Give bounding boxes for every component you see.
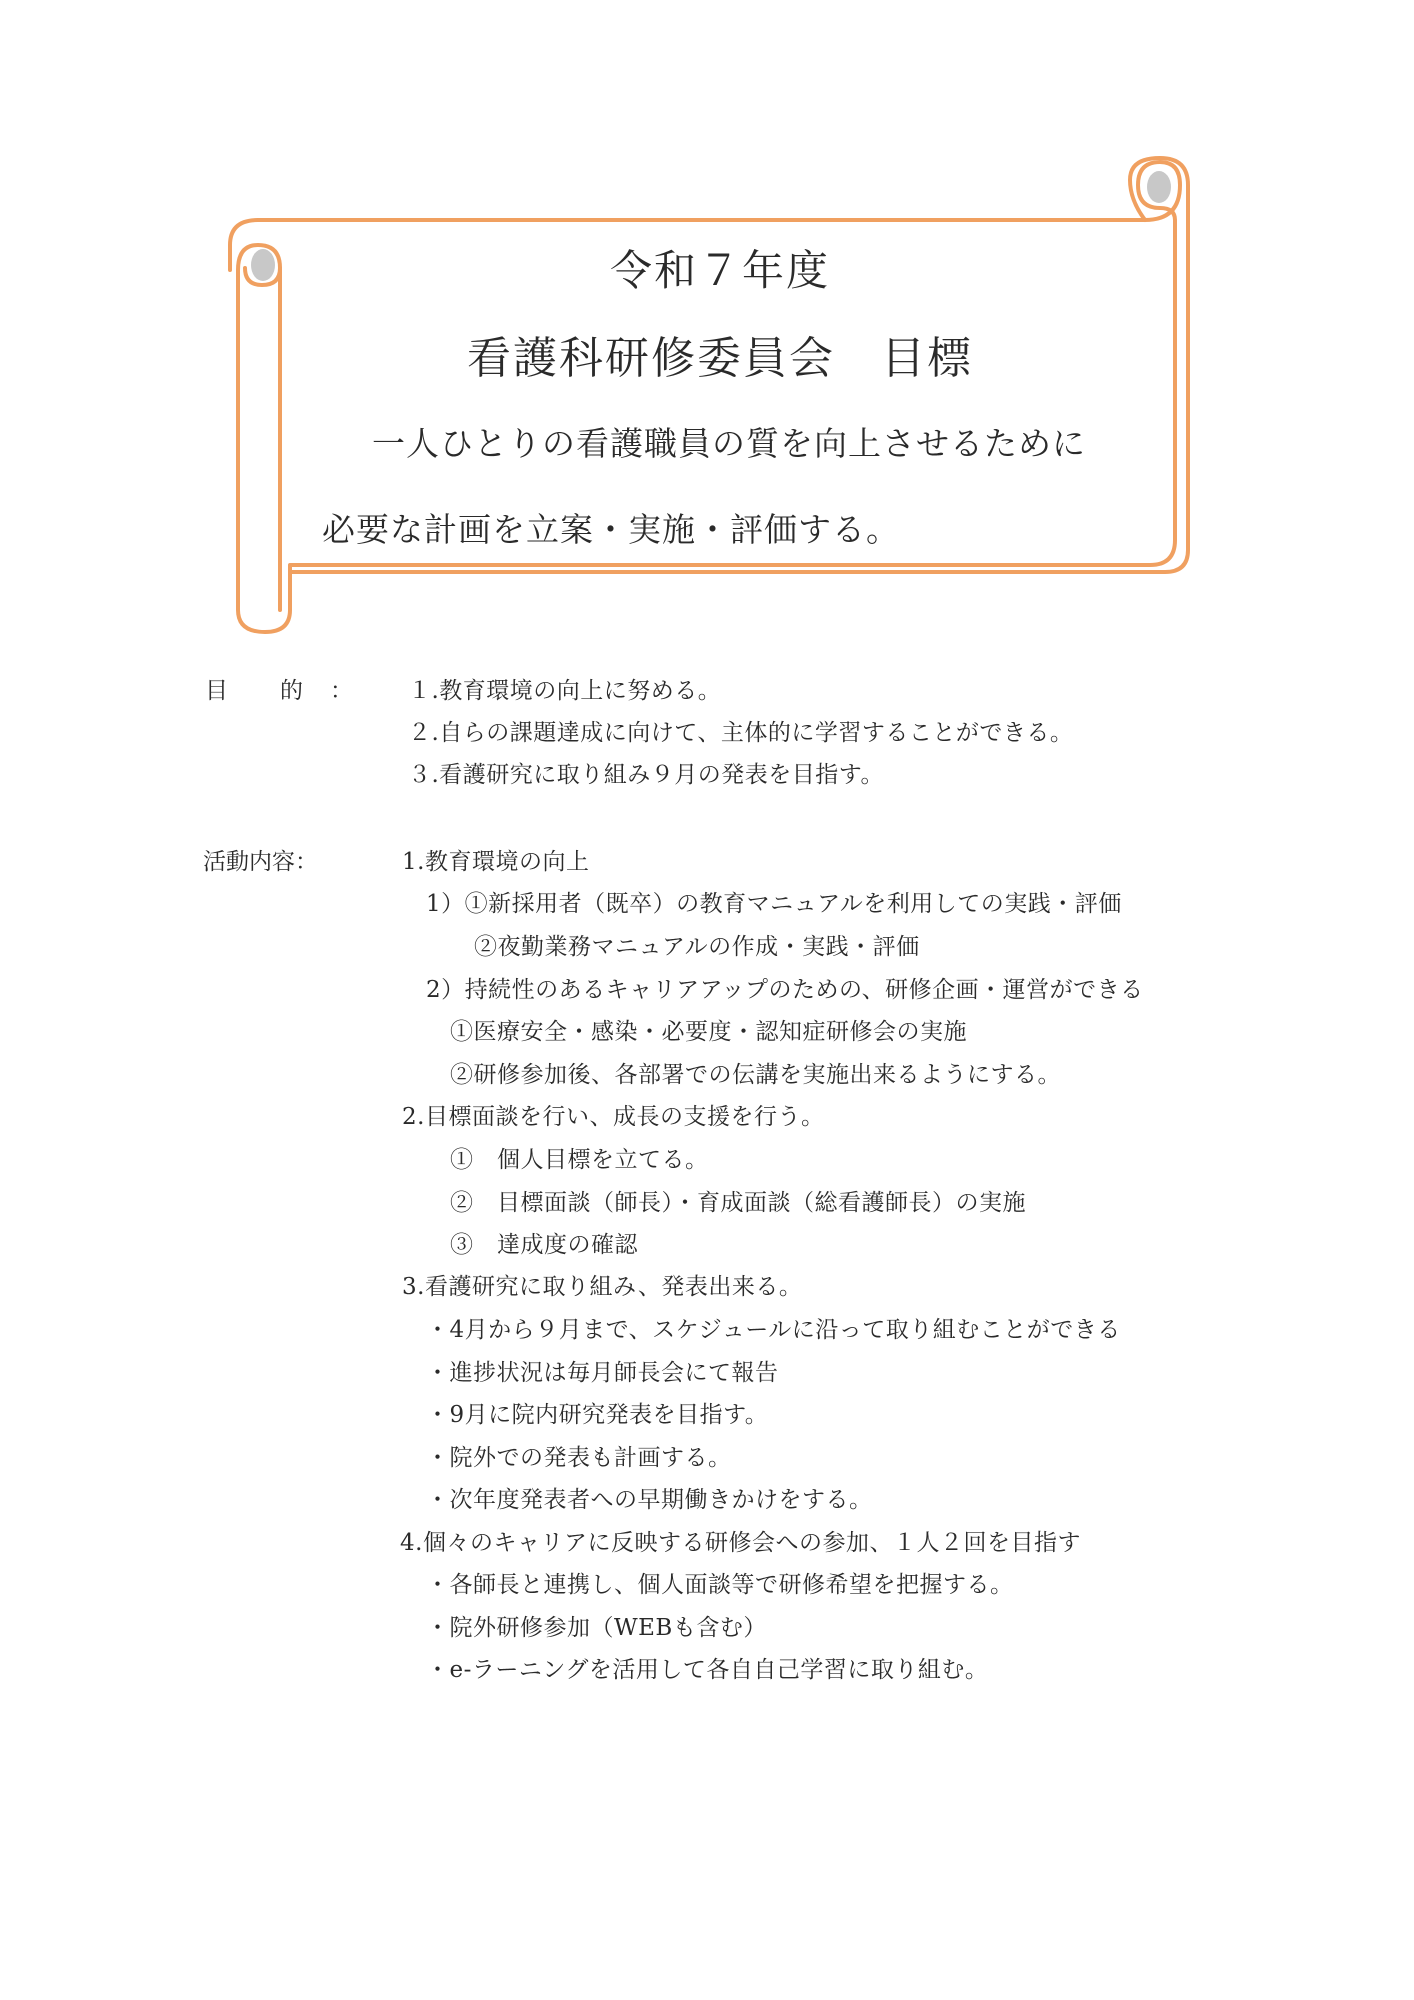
activity-bullet: ・院外研修参加（WEBも含む）: [426, 1615, 767, 1641]
activity-heading-3: 3.看護研究に取り組み、発表出来る。: [402, 1274, 803, 1300]
activity-line: ① 個人目標を立てる。: [450, 1147, 709, 1173]
banner-goal-line-2: 必要な計画を立案・実施・評価する。: [322, 510, 900, 549]
activities-label: 活動内容：: [203, 849, 318, 875]
activity-line: ②夜勤業務マニュアルの作成・実践・評価: [474, 934, 920, 960]
activity-bullet: ・4月から９月まで、スケジュールに沿って取り組むことができる: [426, 1317, 1121, 1343]
activity-line: 2）持続性のあるキャリアアップのための、研修企画・運営ができる: [426, 977, 1144, 1003]
activity-line: ③ 達成度の確認: [450, 1232, 638, 1258]
activity-line: ①医療安全・感染・必要度・認知症研修会の実施: [450, 1019, 967, 1045]
purpose-label: 目 的 ：: [205, 678, 355, 704]
banner-title: 看護科研修委員会 目標: [467, 333, 973, 384]
banner-goal-line-1: 一人ひとりの看護職員の質を向上させるために: [372, 424, 1086, 463]
activity-bullet: ・次年度発表者への早期働きかけをする。: [426, 1487, 873, 1513]
activity-line: ②研修参加後、各部署での伝講を実施出来るようにする。: [450, 1062, 1061, 1088]
purpose-item: １.教育環境の向上に努める。: [408, 678, 722, 704]
activity-bullet: ・e-ラーニングを活用して各自自己学習に取り組む。: [426, 1657, 989, 1683]
activity-line: 1）①新採用者（既卒）の教育マニュアルを利用しての実践・評価: [426, 891, 1122, 917]
purpose-item: ３.看護研究に取り組み９月の発表を目指す。: [408, 762, 884, 788]
activity-bullet: ・進捗状況は毎月師長会にて報告: [426, 1360, 779, 1386]
banner-year: 令和７年度: [609, 246, 830, 295]
activity-bullet: ・各師長と連携し、個人面談等で研修希望を把握する。: [426, 1572, 1014, 1598]
activity-bullet: ・院外での発表も計画する。: [426, 1445, 732, 1471]
activity-line: ② 目標面談（師長）・育成面談（総看護師長）の実施: [450, 1190, 1026, 1216]
activity-bullet: ・9月に院内研究発表を目指す。: [426, 1402, 769, 1428]
activity-heading-1: 1.教育環境の向上: [402, 849, 590, 875]
purpose-item: ２.自らの課題達成に向けて、主体的に学習することができる。: [408, 720, 1074, 746]
activity-heading-2: 2.目標面談を行い、成長の支援を行う。: [402, 1104, 825, 1130]
activity-heading-4: 4.個々のキャリアに反映する研修会への参加、１人２回を目指す: [400, 1530, 1081, 1556]
